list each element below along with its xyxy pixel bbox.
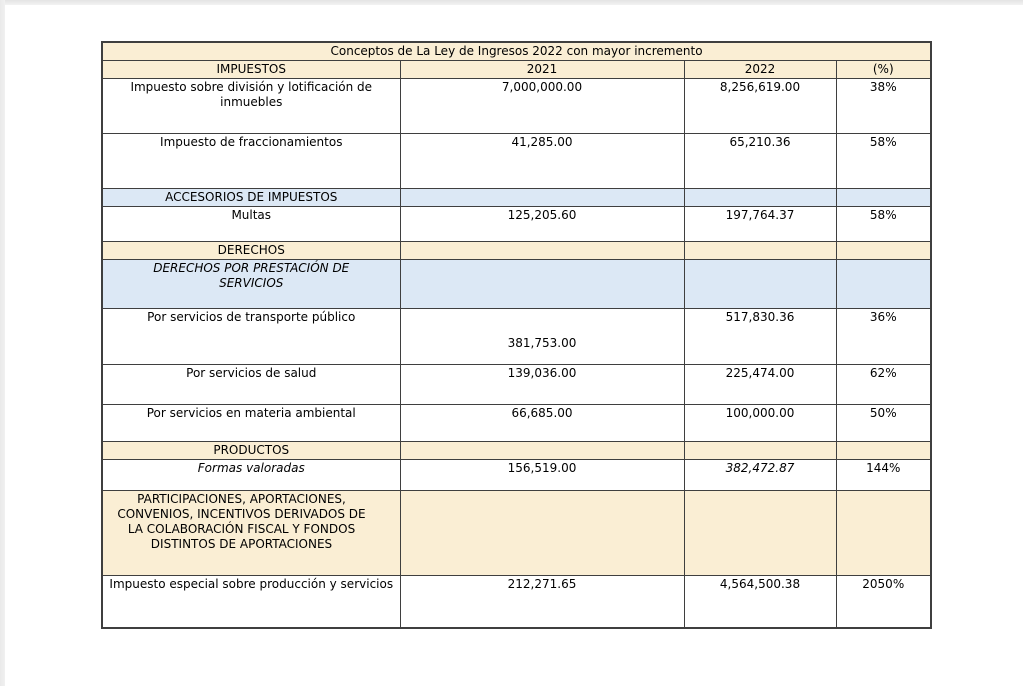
concept-text: PRODUCTOS bbox=[213, 443, 290, 457]
column-header-2021: 2021 bbox=[400, 61, 684, 79]
concept-cell bbox=[102, 309, 400, 365]
percent-cell bbox=[836, 442, 931, 460]
value-2022-cell: 197,764.37 bbox=[684, 207, 836, 242]
section-title-cell bbox=[102, 491, 400, 576]
percent-cell bbox=[836, 242, 931, 260]
section-title-cell bbox=[102, 189, 400, 207]
value-2021-cell bbox=[400, 491, 684, 576]
table-row bbox=[102, 576, 931, 629]
value-2022-cell bbox=[684, 260, 836, 309]
concept-cell bbox=[102, 365, 400, 405]
concept-text: Impuesto sobre división y lotificación de inmuebles bbox=[130, 80, 373, 109]
percent-cell bbox=[836, 491, 931, 576]
table-row bbox=[102, 365, 931, 405]
value-2021-cell bbox=[400, 442, 684, 460]
table-title-row bbox=[102, 42, 931, 61]
column-header-impuestos: IMPUESTOS bbox=[102, 61, 400, 79]
percent-cell: 2050% bbox=[836, 576, 931, 629]
concept-cell bbox=[102, 134, 400, 189]
value-2021-cell: 41,285.00 bbox=[400, 134, 684, 189]
table-row bbox=[102, 309, 931, 365]
section-title-cell bbox=[102, 260, 400, 309]
section-row bbox=[102, 260, 931, 309]
table-header-row bbox=[102, 61, 931, 79]
percent-cell: 38% bbox=[836, 79, 931, 134]
table-row bbox=[102, 405, 931, 442]
percent-cell: 58% bbox=[836, 134, 931, 189]
value-2022-cell: 4,564,500.38 bbox=[684, 576, 836, 629]
concept-text: DERECHOS POR PRESTACIÓN DE SERVICIOS bbox=[153, 261, 350, 290]
concept-cell bbox=[102, 79, 400, 134]
percent-cell bbox=[836, 189, 931, 207]
percent-cell: 58% bbox=[836, 207, 931, 242]
table-title: Conceptos de La Ley de Ingresos 2022 con mayor incremento bbox=[102, 42, 931, 61]
section-row bbox=[102, 491, 931, 576]
concept-text: Por servicios de transporte público bbox=[147, 310, 356, 324]
value-2021-cell: 125,205.60 bbox=[400, 207, 684, 242]
column-header-2022: 2022 bbox=[684, 61, 836, 79]
concept-cell bbox=[102, 207, 400, 242]
concept-text: PARTICIPACIONES, APORTACIONES, CONVENIOS, INCENTIVOS DERIVADOS DE LA COLABORACIÓN FISCAL Y FONDOS DISTINTOS DE APORTACIONES bbox=[117, 492, 366, 551]
value-2021-cell bbox=[400, 260, 684, 309]
page-edge-top bbox=[0, 0, 1023, 5]
concept-text: Impuesto especial sobre producción y servicios bbox=[109, 577, 394, 591]
value-2021-cell: 156,519.00 bbox=[400, 460, 684, 491]
value-2022-cell: 382,472.87 bbox=[684, 460, 836, 491]
value-2022-cell: 517,830.36 bbox=[684, 309, 836, 365]
section-title-cell bbox=[102, 242, 400, 260]
value-2021-cell bbox=[400, 242, 684, 260]
percent-cell bbox=[836, 260, 931, 309]
concept-cell bbox=[102, 405, 400, 442]
value-2022-cell: 225,474.00 bbox=[684, 365, 836, 405]
column-header-percent: (%) bbox=[836, 61, 931, 79]
section-row bbox=[102, 442, 931, 460]
concept-text: Impuesto de fraccionamientos bbox=[160, 135, 343, 149]
concept-text: Por servicios en materia ambiental bbox=[146, 406, 356, 420]
percent-cell: 62% bbox=[836, 365, 931, 405]
concept-cell bbox=[102, 576, 400, 629]
concept-text: Por servicios de salud bbox=[186, 366, 317, 380]
section-row bbox=[102, 189, 931, 207]
section-title-cell bbox=[102, 442, 400, 460]
concept-text: DERECHOS bbox=[217, 243, 285, 257]
concept-text: ACCESORIOS DE IMPUESTOS bbox=[165, 190, 338, 204]
value-2022-cell bbox=[684, 491, 836, 576]
table-row bbox=[102, 460, 931, 491]
table-row bbox=[102, 207, 931, 242]
percent-cell: 144% bbox=[836, 460, 931, 491]
page-edge-left bbox=[0, 0, 5, 686]
section-row bbox=[102, 242, 931, 260]
value-2022-cell bbox=[684, 189, 836, 207]
value-2021-cell: 139,036.00 bbox=[400, 365, 684, 405]
value-2022-cell bbox=[684, 442, 836, 460]
value-2021-cell bbox=[400, 189, 684, 207]
concept-cell bbox=[102, 460, 400, 491]
percent-cell: 50% bbox=[836, 405, 931, 442]
value-2021-cell: 7,000,000.00 bbox=[400, 79, 684, 134]
value-2021-cell: 66,685.00 bbox=[400, 405, 684, 442]
value-2022-cell bbox=[684, 242, 836, 260]
value-2022-cell: 100,000.00 bbox=[684, 405, 836, 442]
value-2022-cell: 65,210.36 bbox=[684, 134, 836, 189]
table-row bbox=[102, 79, 931, 134]
percent-cell: 36% bbox=[836, 309, 931, 365]
value-2022-cell: 8,256,619.00 bbox=[684, 79, 836, 134]
concept-text: Multas bbox=[231, 208, 272, 222]
ingresos-table bbox=[101, 41, 932, 629]
concept-text: Formas valoradas bbox=[197, 461, 305, 475]
value-2021-cell: 212,271.65 bbox=[400, 576, 684, 629]
value-2021-cell: 381,753.00 bbox=[400, 309, 684, 365]
table-row bbox=[102, 134, 931, 189]
